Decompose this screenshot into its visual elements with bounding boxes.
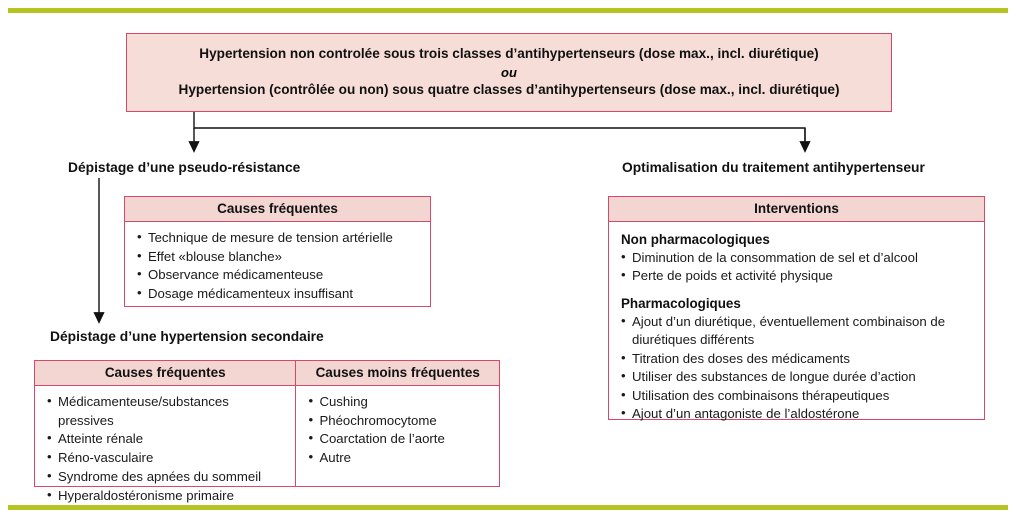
list-item: • Syndrome des apnées du sommeil — [47, 468, 285, 487]
top-criteria-box — [126, 33, 892, 112]
pseudo-resistance-box — [124, 196, 431, 307]
heading-pseudo-resistance: Dépistage d’une pseudo-résistance — [68, 160, 301, 175]
list-item: • Ajout d’un antagoniste de l’aldostérone — [621, 405, 972, 423]
list-item: • Utilisation des combinaisons thérapeutiques — [621, 387, 972, 405]
secondary-frequent-column — [35, 361, 296, 503]
top-criteria-line-1: Hypertension non controlée sous trois classes d’antihypertenseurs (dose max., incl. diurétique) — [199, 46, 819, 62]
list-item: • Utiliser des substances de longue durée d’action — [621, 368, 972, 386]
interventions-group-title-nonpharm: Non pharmacologiques — [621, 232, 770, 247]
list-item: • Atteinte rénale — [47, 430, 285, 449]
top-criteria-connector: ou — [501, 64, 517, 80]
interventions-box — [608, 196, 985, 420]
list-item: • Observance médicamenteuse — [137, 266, 420, 285]
list-item: • Technique de mesure de tension artérielle — [137, 229, 420, 248]
list-item: • Effet «blouse blanche» — [137, 248, 420, 267]
secondary-frequent-body — [35, 386, 295, 514]
secondary-less-frequent-body — [296, 386, 499, 477]
list-item: • Médicamenteuse/substances pressives — [47, 393, 285, 430]
list-item: • Coarctation de l’aorte — [308, 430, 489, 449]
list-item: • Titration des doses des médicaments — [621, 350, 972, 368]
interventions-body — [609, 222, 984, 432]
list-item: • Perte de poids et activité physique — [621, 267, 972, 285]
list-item: • Autre — [308, 449, 489, 468]
list-item: • Phéochromocytome — [308, 412, 489, 431]
list-item: • Cushing — [308, 393, 489, 412]
secondary-less-frequent-header: Causes moins fréquentes — [296, 361, 499, 386]
list-item: • Hyperaldostéronisme primaire — [47, 487, 285, 506]
pseudo-resistance-body — [125, 222, 430, 313]
pseudo-resistance-header: Causes fréquentes — [125, 197, 430, 222]
list-item: • Dosage médicamenteux insuffisant — [137, 285, 420, 304]
heading-treatment-optimisation: Optimalisation du traitement antihypertenseur — [622, 160, 925, 175]
secondary-hypertension-box — [34, 360, 500, 503]
secondary-frequent-header: Causes fréquentes — [35, 361, 295, 386]
secondary-less-frequent-column — [296, 361, 499, 486]
list-item: • Diminution de la consommation de sel et d’alcool — [621, 249, 972, 267]
top-criteria-line-2: Hypertension (contrôlée ou non) sous quatre classes d’antihypertenseurs (dose max., incl. diurétique) — [178, 82, 840, 98]
interventions-header: Interventions — [609, 197, 984, 222]
list-item: • Réno-vasculaire — [47, 449, 285, 468]
heading-secondary-hypertension: Dépistage d’une hypertension secondaire — [50, 329, 324, 344]
interventions-group-title-pharm: Pharmacologiques — [621, 295, 741, 311]
list-item: • Ajout d’un diurétique, éventuellement combinaison de diurétiques différents — [621, 313, 972, 350]
